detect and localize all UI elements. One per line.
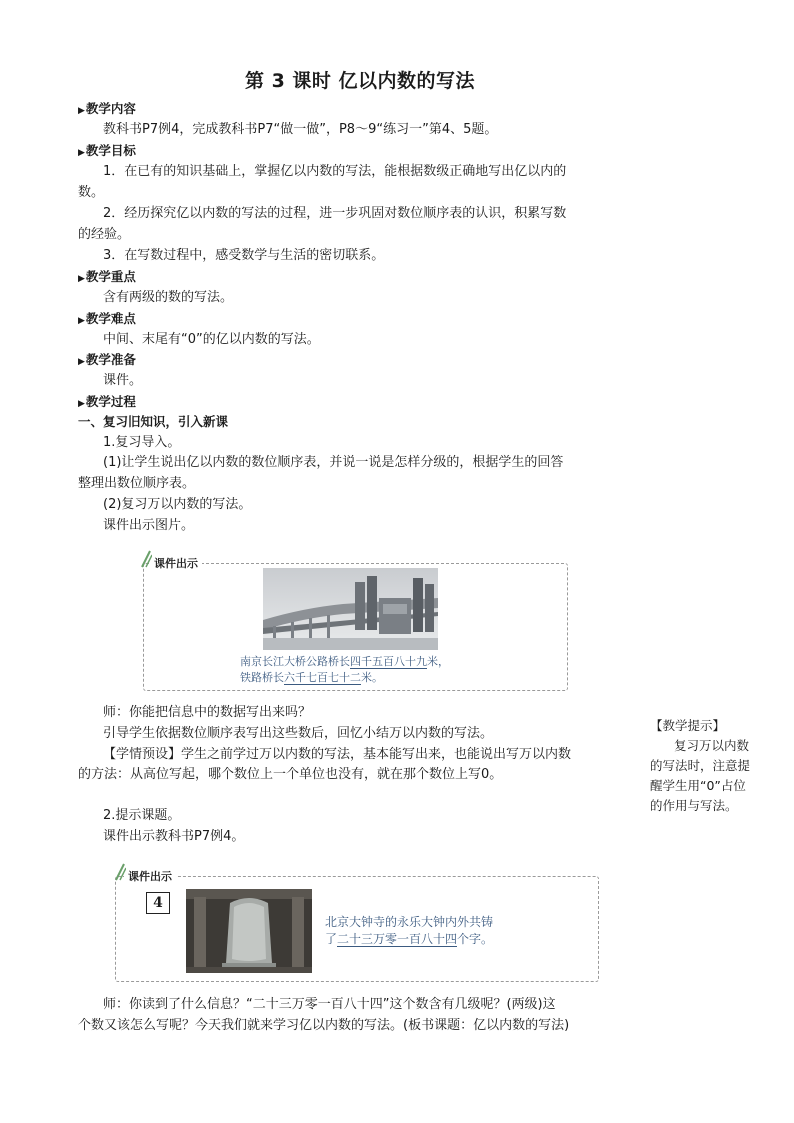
heading-process: ▶教学过程 <box>78 394 136 409</box>
bridge-caption-1u: 四千五百八十九 <box>350 655 427 668</box>
process-p2a: (1)让学生说出亿以内数的数位顺序表，并说一说是怎样分级的，根据学生的回答 <box>103 455 564 470</box>
bridge-caption-line1 <box>240 654 449 670</box>
heading-prep-text: 教学准备 <box>85 352 136 367</box>
bridge-caption-2b: 米。 <box>361 671 383 684</box>
process-p10a: 师：你读到了什么信息？“二十三万零一百八十四”这个数含有几级呢？(两级)这 <box>103 997 556 1012</box>
bell-caption-2b: 个字。 <box>457 932 494 946</box>
teaching-tip-l4: 的作用与写法。 <box>650 798 738 813</box>
bridge-caption-line2 <box>240 670 383 686</box>
page-title: 第 3 课时 亿以内数的写法 <box>244 70 476 92</box>
heading-goals: ▶教学目标 <box>78 143 136 158</box>
bridge-caption-1b: 米， <box>427 655 449 668</box>
courseware-tag-2-text: 课件出示 <box>128 870 172 883</box>
bell-caption-line1: 北京大钟寺的永乐大钟内外共铸 <box>325 915 494 929</box>
process-p9: 课件出示教科书P7例4。 <box>103 829 245 844</box>
difficult-text: 中间、末尾有“0”的亿以内数的写法。 <box>103 332 320 347</box>
goal-2b: 的经验。 <box>78 227 131 242</box>
bridge-photo <box>263 568 438 650</box>
key-text: 含有两级的数的写法。 <box>103 290 234 305</box>
process-p5: 师：你能把信息中的数据写出来吗？ <box>103 705 312 720</box>
heading-difficult-text: 教学难点 <box>85 311 136 326</box>
courseware-tag-1 <box>150 555 202 571</box>
process-p8: 2.提示课题。 <box>103 808 181 823</box>
goal-3: 3．在写数过程中，感受数学与生活的密切联系。 <box>103 248 385 263</box>
heading-process-text: 教学过程 <box>85 394 136 409</box>
bridge-caption-1a: 南京长江大桥公路桥长 <box>240 655 350 668</box>
process-p7a: 【学情预设】学生之前学过万以内数的写法，基本能写出来，也能说出写万以内数 <box>103 747 572 762</box>
teaching-tip-l1: 复习万以内数 <box>674 738 750 753</box>
heading-difficult: ▶教学难点 <box>78 311 136 326</box>
bell-caption-line2 <box>325 931 493 947</box>
tag-slash-icon <box>140 548 152 568</box>
example-number: 4 <box>146 892 170 914</box>
heading-content: ▶教学内容 <box>78 101 136 116</box>
process-part1: 一、复习旧知识，引入新课 <box>78 414 229 429</box>
prep-text: 课件。 <box>103 373 143 388</box>
process-p7b: 的方法：从高位写起，哪个数位上一个单位也没有，就在那个数位上写0。 <box>78 767 503 782</box>
teaching-tip-l3: 醒学生用“0”占位 <box>650 778 746 793</box>
teaching-tip-l2: 的写法时，注意提 <box>650 758 751 773</box>
process-p10b: 个数又该怎么写呢？今天我们就来学习亿以内数的写法。(板书课题：亿以内数的写法) <box>78 1018 570 1033</box>
tag-slash-icon <box>114 861 126 881</box>
goal-1b: 数。 <box>78 185 105 200</box>
heading-content-text: 教学内容 <box>85 101 136 116</box>
goal-1a: 1．在已有的知识基础上，掌握亿以内数的写法，能根据数级正确地写出亿以内的 <box>103 164 567 179</box>
heading-goals-text: 教学目标 <box>85 143 136 158</box>
bridge-caption-2u: 六千七百七十二 <box>284 671 361 684</box>
process-p2b: 整理出数位顺序表。 <box>78 476 196 491</box>
process-p6: 引导学生依据数位顺序表写出这些数后，回忆小结万以内数的写法。 <box>103 726 494 741</box>
teaching-tip-heading: 【教学提示】 <box>650 718 726 733</box>
bell-caption-2a: 了 <box>325 932 338 946</box>
bell-caption-2u: 二十三万零一百八十四 <box>337 932 458 946</box>
courseware-tag-1-text: 课件出示 <box>154 557 198 570</box>
heading-prep: ▶教学准备 <box>78 352 136 367</box>
process-p4: 课件出示图片。 <box>103 518 195 533</box>
content-text: 教科书P7例4，完成教科书P7“做一做”，P8～9“练习一”第4、5题。 <box>103 122 498 137</box>
process-p3: (2)复习万以内数的写法。 <box>103 497 252 512</box>
bell-photo <box>186 889 312 973</box>
goal-2a: 2．经历探究亿以内数的写法的过程，进一步巩固对数位顺序表的认识，积累写数 <box>103 206 567 221</box>
courseware-tag-2 <box>124 868 176 884</box>
bridge-caption-2a: 铁路桥长 <box>240 671 284 684</box>
bell-illustration <box>186 889 312 973</box>
bridge-illustration <box>263 568 438 650</box>
process-p1: 1.复习导入。 <box>103 435 181 450</box>
heading-key-text: 教学重点 <box>85 269 136 284</box>
heading-key: ▶教学重点 <box>78 269 136 284</box>
